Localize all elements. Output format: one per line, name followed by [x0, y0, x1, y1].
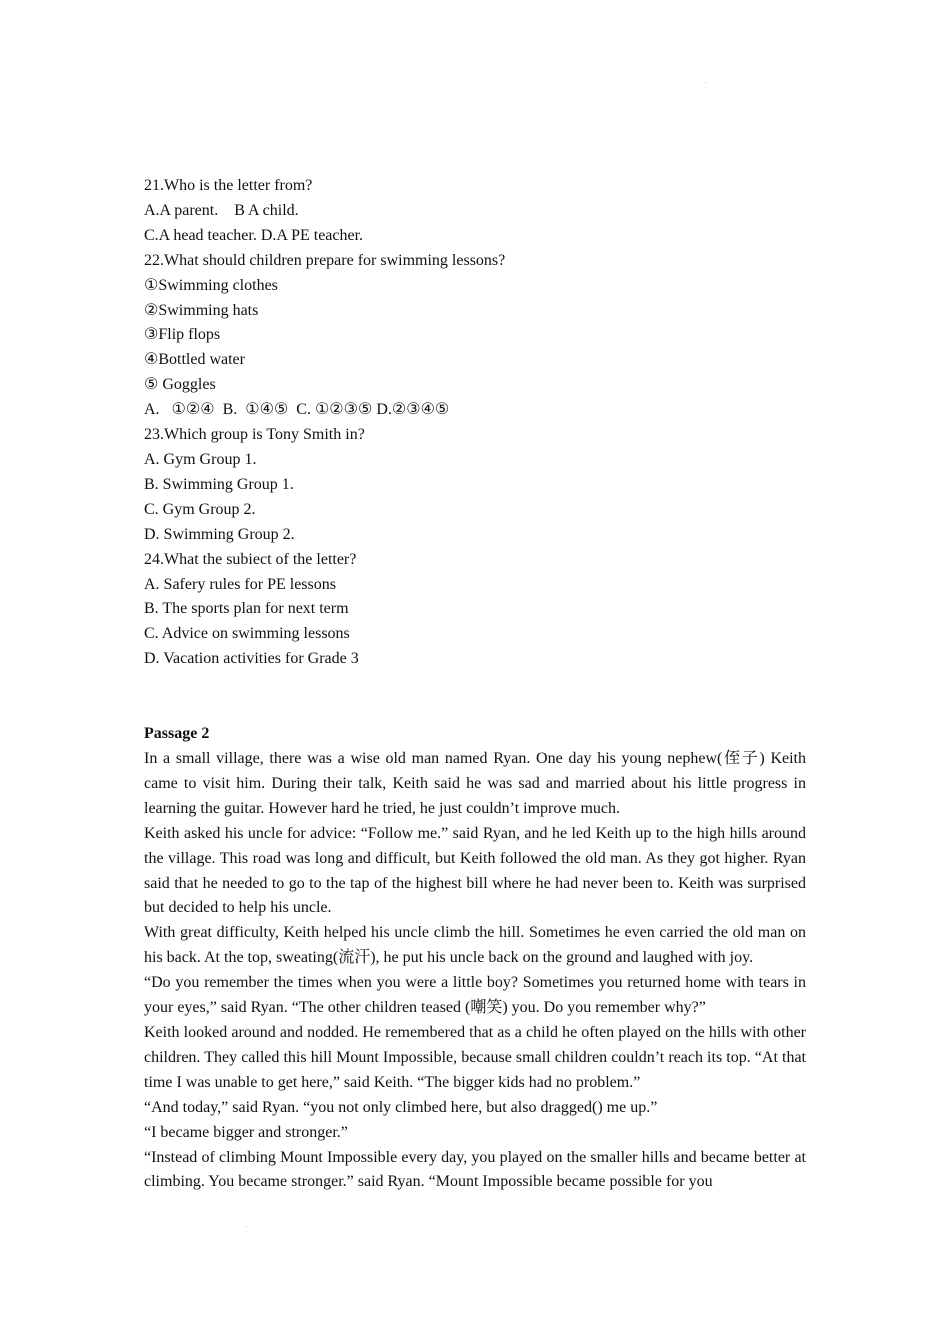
question-24-option-a: A. Safery rules for PE lessons	[144, 575, 336, 593]
question-22-options: A. ①②④ B. ①④⑤ C. ①②③⑤ D.②③④⑤	[144, 401, 450, 419]
question-24: 24.What the subiect of the letter?	[144, 550, 357, 568]
question-24-option-d: D. Vacation activities for Grade 3	[144, 650, 359, 668]
question-21: 21.Who is the letter from?	[144, 177, 313, 194]
question-23-option-b: B. Swimming Group 1.	[144, 475, 294, 493]
scan-speck-top	[705, 82, 706, 83]
passage-paragraph: In a small village, there was a wise old man named Ryan. One day his young nephew(侄子) Keith came to visit him. During their talk, Keith said he was sad and married about his little progress in learning the guitar. However hard he tried, he just couldn’t improve much.	[144, 750, 806, 817]
question-23-option-a: A. Gym Group 1.	[144, 450, 257, 468]
passage-paragraph: “And today,” said Ryan. “you not only climbed here, but also dragged() me up.”	[144, 1098, 658, 1116]
section-gap	[144, 672, 806, 722]
question-23-option-d: D. Swimming Group 2.	[144, 525, 295, 543]
questions-section	[144, 174, 806, 672]
item-swimming-hats: ②Swimming hats	[144, 301, 259, 319]
passage-paragraph: With great difficulty, Keith helped his uncle climb the hill. Sometimes he even carried the old man on his back. At the top, sweating(流汗), he put his uncle back on the ground and laughed with joy.	[144, 924, 806, 967]
question-22: 22.What should children prepare for swimming lessons?	[144, 251, 506, 269]
question-23: 23.Which group is Tony Smith in?	[144, 426, 365, 444]
item-flip-flops: ③Flip flops	[144, 326, 221, 344]
question-21-options-cd: C.A head teacher. D.A PE teacher.	[144, 226, 364, 244]
passage-title: Passage 2	[144, 725, 210, 743]
passage-paragraph: Keith looked around and nodded. He remembered that as a child he often played on the hills with other children. They called this hill Mount Impossible, because small children couldn’t reach its top. “At that time I was unable to get here,” said Keith. “The bigger kids had no problem.”	[144, 1024, 806, 1091]
question-21-options-ab: A.A parent. B A child.	[144, 201, 299, 219]
question-24-option-b: B. The sports plan for next term	[144, 600, 349, 618]
item-swimming-clothes: ①Swimming clothes	[144, 276, 278, 294]
question-24-option-c: C. Advice on swimming lessons	[144, 625, 350, 643]
document-page	[144, 174, 806, 1195]
question-23-option-c: C. Gym Group 2.	[144, 500, 256, 518]
passage-paragraph: “I became bigger and stronger.”	[144, 1123, 348, 1141]
scan-speck-bottom	[246, 1226, 247, 1227]
passage-section	[144, 722, 806, 1195]
item-goggles: ⑤ Goggles	[144, 376, 216, 394]
item-bottled-water: ④Bottled water	[144, 351, 245, 369]
passage-paragraph: “Do you remember the times when you were a little boy? Sometimes you returned home with tears in your eyes,” said Ryan. “The other children teased (嘲笑) you. Do you remember why?”	[144, 974, 806, 1017]
passage-paragraph: “Instead of climbing Mount Impossible every day, you played on the smaller hills and became better at climbing. You became stronger.” said Ryan. “Mount Impossible became possible for you	[144, 1148, 806, 1191]
passage-paragraph: Keith asked his uncle for advice: “Follow me.” said Ryan, and he led Keith up to the high hills around the village. This road was long and difficult, but Keith followed the old man. As they got higher. Ryan said that he needed to go to the tap of the highest bill where he had never been to. Keith was surprised but decided to help his uncle.	[144, 824, 806, 917]
